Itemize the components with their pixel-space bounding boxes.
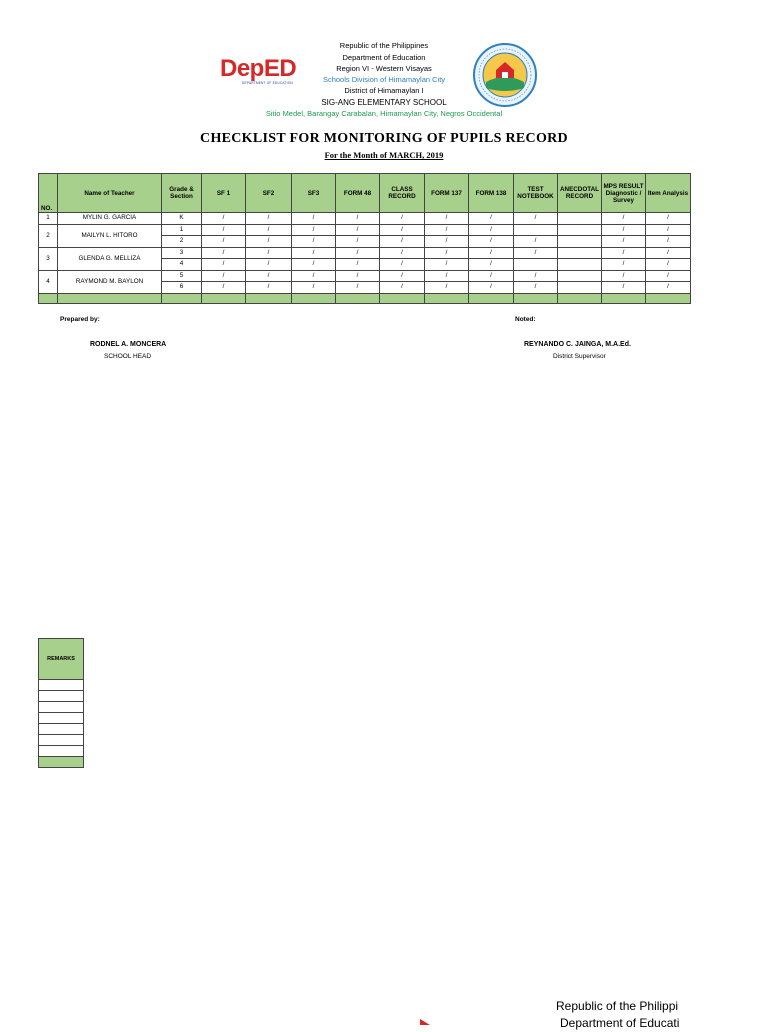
grade-cell: 5 xyxy=(162,270,202,282)
mark-cell: / xyxy=(202,259,246,271)
table-row xyxy=(39,247,691,259)
mark-cell: / xyxy=(202,213,246,225)
grade-cell: 4 xyxy=(162,259,202,271)
mark-cell: / xyxy=(292,213,336,225)
mark-cell: / xyxy=(602,270,646,282)
mark-cell: / xyxy=(202,247,246,259)
table-footer-row xyxy=(39,293,691,303)
mark-cell: / xyxy=(469,247,514,259)
mark-cell: / xyxy=(336,259,380,271)
col-header-mps: MPS RESULT Diagnostic / Survey xyxy=(602,174,646,213)
remarks-cell xyxy=(39,746,84,757)
next-page-republic: Republic of the Philippi xyxy=(556,999,679,1013)
col-header-form48: FORM 48 xyxy=(336,174,380,213)
remarks-table xyxy=(38,638,84,768)
teacher-name: MYLIN G. GARCIA xyxy=(58,213,162,225)
mark-cell: / xyxy=(469,270,514,282)
mark-cell: / xyxy=(380,213,425,225)
teacher-no: 3 xyxy=(39,247,58,270)
next-page-department: Department of Educati xyxy=(560,1016,680,1030)
grade-cell: K xyxy=(162,213,202,225)
remarks-header: REMARKS xyxy=(39,639,84,680)
mark-cell: / xyxy=(514,282,558,294)
prepared-label: Prepared by: xyxy=(60,316,100,323)
mark-cell: / xyxy=(246,236,292,248)
col-header-sf2: SF2 xyxy=(246,174,292,213)
col-header-class-record: CLASS RECORD xyxy=(380,174,425,213)
teacher-no: 2 xyxy=(39,224,58,247)
checklist-table xyxy=(38,173,691,304)
remarks-cell xyxy=(39,702,84,713)
mark-cell: / xyxy=(425,259,469,271)
mark-cell: / xyxy=(646,282,691,294)
col-header-sf1: SF 1 xyxy=(202,174,246,213)
mark-cell: / xyxy=(425,224,469,236)
remarks-cell xyxy=(39,713,84,724)
mark-cell: / xyxy=(292,270,336,282)
noted-name: REYNANDO C. JAINGA, M.A.Ed. xyxy=(524,341,631,348)
col-header-anecdotal: ANECDOTAL RECORD xyxy=(558,174,602,213)
mark-cell: / xyxy=(292,282,336,294)
mark-cell: / xyxy=(646,247,691,259)
mark-cell: / xyxy=(292,247,336,259)
mark-cell: / xyxy=(514,213,558,225)
col-header-teacher: Name of Teacher xyxy=(58,174,162,213)
mark-cell: / xyxy=(602,224,646,236)
mark-cell: / xyxy=(336,270,380,282)
mark-cell: / xyxy=(380,224,425,236)
header-school: SIG-ANG ELEMENTARY SCHOOL xyxy=(321,98,447,107)
mark-cell: / xyxy=(336,282,380,294)
mark-cell: / xyxy=(514,247,558,259)
mark-cell: / xyxy=(646,236,691,248)
teacher-name: MAILYN L. HITORO xyxy=(58,224,162,247)
teacher-no: 1 xyxy=(39,213,58,225)
teacher-name: RAYMOND M. BAYLON xyxy=(58,270,162,293)
remarks-cell xyxy=(39,724,84,735)
table-row xyxy=(39,224,691,236)
mark-cell: / xyxy=(469,236,514,248)
noted-title: District Supervisor xyxy=(553,353,606,360)
grade-cell: 6 xyxy=(162,282,202,294)
mark-cell: / xyxy=(646,213,691,225)
col-header-grade: Grade & Section xyxy=(162,174,202,213)
deped-logo-text: DepED xyxy=(220,55,297,82)
mark-cell: / xyxy=(514,270,558,282)
remarks-cell xyxy=(39,680,84,691)
mark-cell: / xyxy=(425,282,469,294)
mark-cell: / xyxy=(602,236,646,248)
header-district: District of Himamaylan I xyxy=(344,86,424,95)
mark-cell xyxy=(558,224,602,236)
page-subtitle: For the Month of MARCH, 2019 xyxy=(324,150,444,160)
col-header-no: NO. xyxy=(39,174,58,213)
teacher-no: 4 xyxy=(39,270,58,293)
mark-cell: / xyxy=(380,282,425,294)
mark-cell: / xyxy=(380,259,425,271)
mark-cell: / xyxy=(246,224,292,236)
mark-cell: / xyxy=(469,259,514,271)
grade-cell: 1 xyxy=(162,224,202,236)
mark-cell: / xyxy=(246,247,292,259)
header-division: Schools Division of Himamaylan City xyxy=(322,75,446,84)
prepared-title: SCHOOL HEAD xyxy=(104,353,152,360)
deped-logo-subtext: DEPARTMENT OF EDUCATION xyxy=(242,81,293,85)
table-row xyxy=(39,213,691,225)
table-header-row xyxy=(39,174,691,213)
mark-cell: / xyxy=(246,213,292,225)
noted-label: Noted: xyxy=(515,316,536,323)
mark-cell: / xyxy=(380,270,425,282)
next-page-logo-icon xyxy=(418,1014,432,1024)
mark-cell: / xyxy=(202,224,246,236)
mark-cell: / xyxy=(469,282,514,294)
mark-cell xyxy=(514,224,558,236)
mark-cell xyxy=(558,213,602,225)
mark-cell: / xyxy=(336,213,380,225)
mark-cell: / xyxy=(246,270,292,282)
mark-cell: / xyxy=(646,224,691,236)
col-header-test-notebook: TEST NOTEBOOK xyxy=(514,174,558,213)
header-republic: Republic of the Philippines xyxy=(339,41,429,50)
page-title: CHECKLIST FOR MONITORING OF PUPILS RECORD xyxy=(200,131,568,146)
mark-cell: / xyxy=(646,270,691,282)
mark-cell: / xyxy=(380,247,425,259)
col-header-form137: FORM 137 xyxy=(425,174,469,213)
mark-cell: / xyxy=(425,247,469,259)
header-department: Department of Education xyxy=(342,53,426,62)
mark-cell: / xyxy=(646,259,691,271)
mark-cell: / xyxy=(246,282,292,294)
mark-cell: / xyxy=(602,259,646,271)
mark-cell xyxy=(558,247,602,259)
mark-cell: / xyxy=(514,236,558,248)
mark-cell: / xyxy=(425,270,469,282)
col-header-sf3: SF3 xyxy=(292,174,336,213)
prepared-name: RODNEL A. MONCERA xyxy=(90,341,167,348)
mark-cell xyxy=(558,259,602,271)
mark-cell: / xyxy=(292,259,336,271)
mark-cell xyxy=(558,282,602,294)
table-row xyxy=(39,270,691,282)
mark-cell: / xyxy=(336,236,380,248)
mark-cell: / xyxy=(380,236,425,248)
mark-cell: / xyxy=(425,236,469,248)
mark-cell: / xyxy=(246,259,292,271)
mark-cell xyxy=(558,236,602,248)
mark-cell: / xyxy=(469,213,514,225)
mark-cell: / xyxy=(202,236,246,248)
mark-cell: / xyxy=(602,282,646,294)
mark-cell xyxy=(558,270,602,282)
mark-cell: / xyxy=(336,247,380,259)
mark-cell: / xyxy=(292,236,336,248)
mark-cell: / xyxy=(602,247,646,259)
mark-cell: / xyxy=(469,224,514,236)
mark-cell: / xyxy=(202,270,246,282)
mark-cell: / xyxy=(336,224,380,236)
teacher-name: GLENDA G. MELLIZA xyxy=(58,247,162,270)
grade-cell: 3 xyxy=(162,247,202,259)
col-header-form138: FORM 138 xyxy=(469,174,514,213)
mark-cell xyxy=(514,259,558,271)
mark-cell: / xyxy=(602,213,646,225)
grade-cell: 2 xyxy=(162,236,202,248)
header-region: Region VI - Western Visayas xyxy=(336,64,432,73)
mark-cell: / xyxy=(202,282,246,294)
remarks-cell xyxy=(39,691,84,702)
col-header-item-analysis: Item Analysis xyxy=(646,174,691,213)
remarks-cell xyxy=(39,735,84,746)
header-address: Sitio Medel, Barangay Carabalan, Himamaylan City, Negros Occidental xyxy=(265,109,503,118)
mark-cell: / xyxy=(292,224,336,236)
mark-cell: / xyxy=(425,213,469,225)
remarks-footer xyxy=(39,757,84,768)
